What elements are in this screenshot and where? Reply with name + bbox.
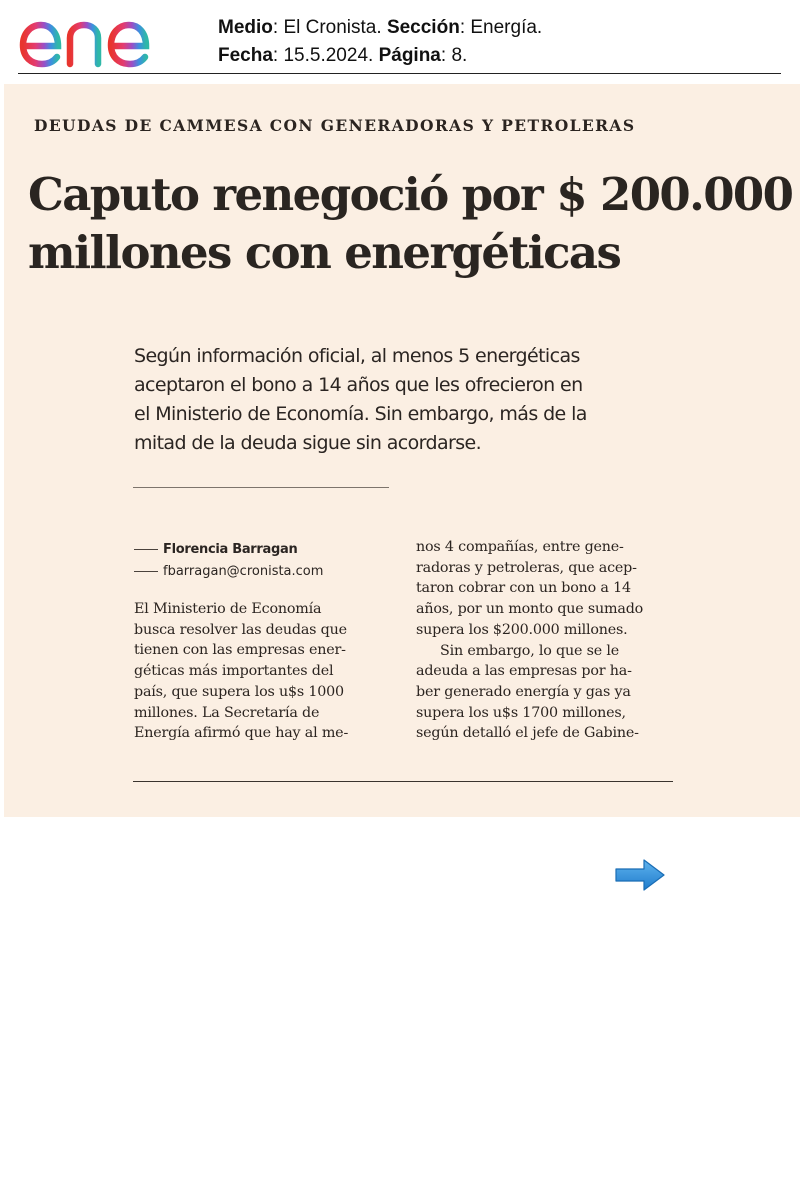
headline-line: millones con energéticas (28, 226, 621, 279)
header-divider (18, 73, 781, 74)
byline (134, 538, 323, 582)
body-line: país, que supera los u$s 1000 (134, 683, 344, 700)
byline-dash (134, 549, 158, 550)
byline-dash (134, 571, 158, 572)
enel-logo (18, 6, 190, 70)
fecha-label: Fecha (218, 45, 273, 66)
medio-label: Medio (218, 17, 273, 38)
article-headline (28, 166, 793, 282)
article-column-2 (416, 537, 674, 744)
body-line: supera los u$s 1700 millones, (416, 704, 626, 721)
body-line: supera los $200.000 millones. (416, 621, 628, 638)
body-line: Energía afirmó que hay al me- (134, 725, 349, 742)
enel-logo-icon (18, 6, 190, 70)
body-line: ber generado energía y gas ya (416, 683, 631, 700)
seccion-value: : Energía. (459, 17, 543, 38)
body-line: taron cobrar con un bono a 14 (416, 580, 631, 597)
body-line: El Ministerio de Economía (134, 601, 322, 617)
article-lead (134, 342, 654, 458)
body-line: géticas más importantes del (134, 663, 334, 680)
body-line: busca resolver las deudas que (134, 621, 347, 638)
meta-line-2 (218, 42, 542, 70)
document-meta (218, 14, 542, 70)
body-line: millones. La Secretaría de (134, 704, 320, 721)
next-page-button[interactable] (614, 858, 666, 892)
meta-line-1 (218, 14, 542, 42)
body-line: adeuda a las empresas por ha- (416, 663, 632, 680)
logo-text (190, 6, 191, 7)
body-line: años, por un monto que sumado (416, 601, 644, 618)
lead-line: Según información oficial, al menos 5 energéticas (134, 345, 580, 367)
body-line: según detalló el jefe de Gabine- (416, 725, 639, 742)
body-line: tienen con las empresas ener- (134, 642, 346, 659)
medio-value: : El Cronista. (272, 17, 387, 38)
headline-line: Caputo renegoció por $ 200.000 (28, 168, 793, 221)
article-column-1 (134, 599, 392, 744)
author-email: fbarragan@cronista.com (163, 563, 324, 579)
article-bottom-divider (133, 781, 673, 782)
lead-line: mitad de la deuda sigue sin acordarse. (134, 432, 482, 454)
pagina-value: : 8. (440, 45, 468, 66)
lead-divider (133, 487, 389, 488)
author-row (134, 538, 323, 560)
author-name: Florencia Barragan (163, 541, 298, 557)
body-line: nos 4 compañías, entre gene- (416, 539, 624, 555)
pagina-label: Página (378, 45, 441, 66)
arrow-right-icon (614, 858, 666, 892)
body-line: Sin embargo, lo que se le (440, 642, 619, 659)
email-row (134, 560, 323, 582)
body-line: radoras y petroleras, que acep- (416, 559, 637, 576)
fecha-value: : 15.5.2024. (272, 45, 379, 66)
lead-line: el Ministerio de Economía. Sin embargo, más de la (134, 403, 587, 425)
lead-line: aceptaron el bono a 14 años que les ofrecieron en (134, 374, 583, 396)
seccion-label: Sección (386, 17, 460, 38)
article-kicker: DEUDAS DE CAMMESA CON GENERADORAS Y PETROLERAS (34, 116, 636, 135)
